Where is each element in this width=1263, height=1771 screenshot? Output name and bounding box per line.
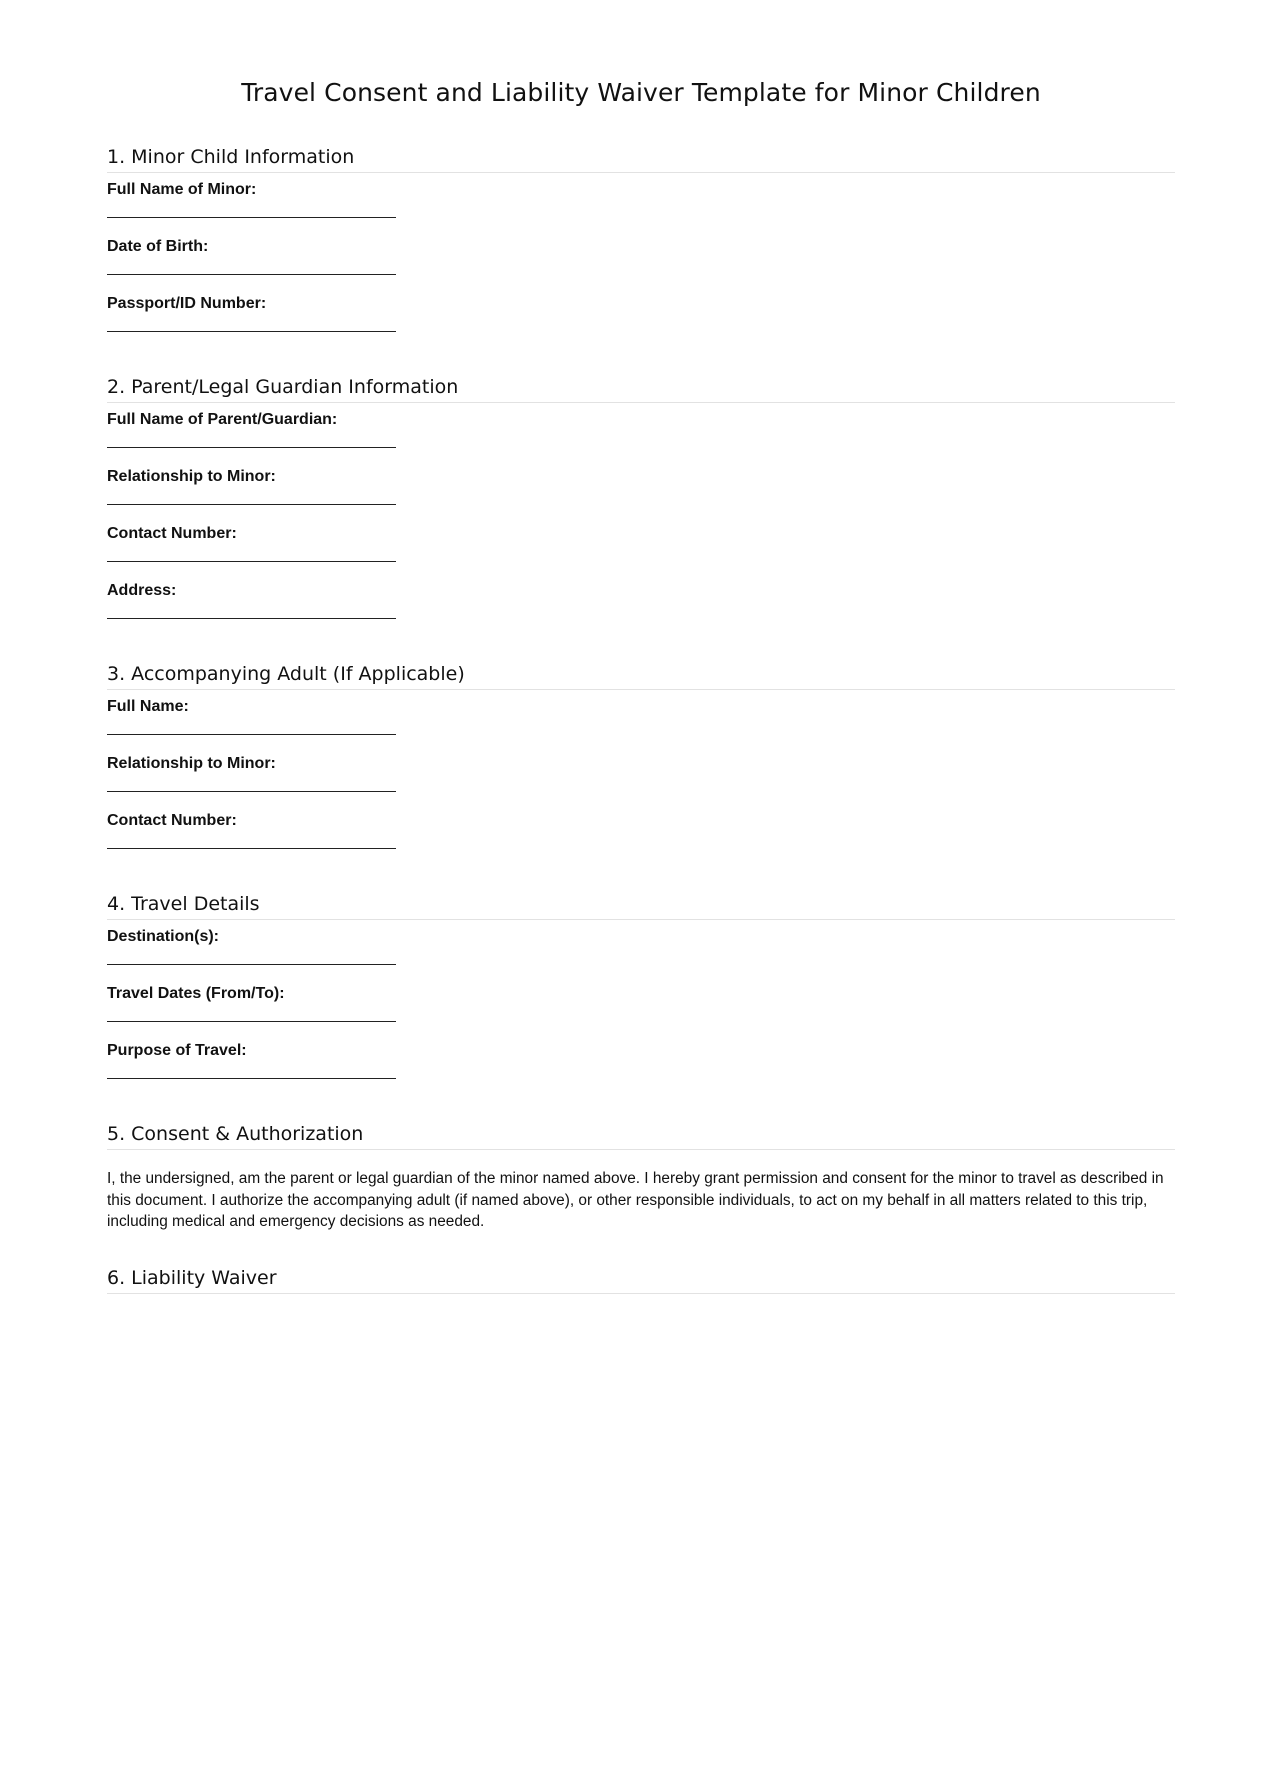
- document-title: Travel Consent and Liability Waiver Template for Minor Children: [241, 78, 1041, 107]
- full-name-of-minor-input-line[interactable]: [107, 217, 396, 218]
- field-label: Address:: [107, 582, 177, 599]
- section-heading: 6. Liability Waiver: [107, 1264, 1175, 1294]
- relationship-to-minor-input-line[interactable]: [107, 504, 396, 505]
- field-label: Full Name of Minor:: [107, 181, 257, 198]
- field-label: Destination(s):: [107, 928, 219, 945]
- section-consent-authorization: [107, 1120, 1175, 1233]
- field-label: Relationship to Minor:: [107, 755, 276, 772]
- adult-contact-number-input-line[interactable]: [107, 848, 396, 849]
- adult-relationship-input-line[interactable]: [107, 791, 396, 792]
- field-relationship-to-minor: [107, 460, 1175, 517]
- field-full-name-of-parent-guardian: [107, 403, 1175, 460]
- purpose-of-travel-input-line[interactable]: [107, 1078, 396, 1079]
- field-label: Passport/ID Number:: [107, 295, 267, 312]
- parent-guardian-name-input-line[interactable]: [107, 447, 396, 448]
- field-full-name-of-minor: [107, 173, 1175, 230]
- field-contact-number: [107, 804, 1175, 861]
- field-label: Contact Number:: [107, 812, 237, 829]
- section-heading: 3. Accompanying Adult (If Applicable): [107, 660, 1175, 690]
- field-purpose-of-travel: [107, 1034, 1175, 1091]
- section-travel-details: [107, 890, 1175, 1091]
- address-input-line[interactable]: [107, 618, 396, 619]
- field-label: Full Name:: [107, 698, 189, 715]
- field-label: Contact Number:: [107, 525, 237, 542]
- field-passport-id-number: [107, 287, 1175, 344]
- field-travel-dates: [107, 977, 1175, 1034]
- passport-id-number-input-line[interactable]: [107, 331, 396, 332]
- field-label: Travel Dates (From/To):: [107, 985, 285, 1002]
- destinations-input-line[interactable]: [107, 964, 396, 965]
- consent-paragraph: I, the undersigned, am the parent or legal guardian of the minor named above. I hereby grant permission and consent for the minor to travel as described in this document. I authorize the accompanying adult (if named above), or other responsible individuals, to act on my behalf in all matters related to this trip, including medical and emergency decisions as needed.: [107, 1170, 1164, 1230]
- adult-full-name-input-line[interactable]: [107, 734, 396, 735]
- section-heading: 2. Parent/Legal Guardian Information: [107, 373, 1175, 403]
- field-relationship-to-minor: [107, 747, 1175, 804]
- field-label: Relationship to Minor:: [107, 468, 276, 485]
- field-full-name: [107, 690, 1175, 747]
- section-heading: 4. Travel Details: [107, 890, 1175, 920]
- field-date-of-birth: [107, 230, 1175, 287]
- field-label: Purpose of Travel:: [107, 1042, 247, 1059]
- section-liability-waiver: [107, 1264, 1175, 1294]
- section-heading: 1. Minor Child Information: [107, 143, 1175, 173]
- field-contact-number: [107, 517, 1175, 574]
- travel-dates-input-line[interactable]: [107, 1021, 396, 1022]
- section-accompanying-adult: [107, 660, 1175, 861]
- field-address: [107, 574, 1175, 631]
- contact-number-input-line[interactable]: [107, 561, 396, 562]
- date-of-birth-input-line[interactable]: [107, 274, 396, 275]
- field-label: Date of Birth:: [107, 238, 209, 255]
- section-parent-guardian-information: [107, 373, 1175, 631]
- field-destinations: [107, 920, 1175, 977]
- section-minor-child-information: [107, 143, 1175, 344]
- field-label: Full Name of Parent/Guardian:: [107, 411, 338, 428]
- section-heading: 5. Consent & Authorization: [107, 1120, 1175, 1150]
